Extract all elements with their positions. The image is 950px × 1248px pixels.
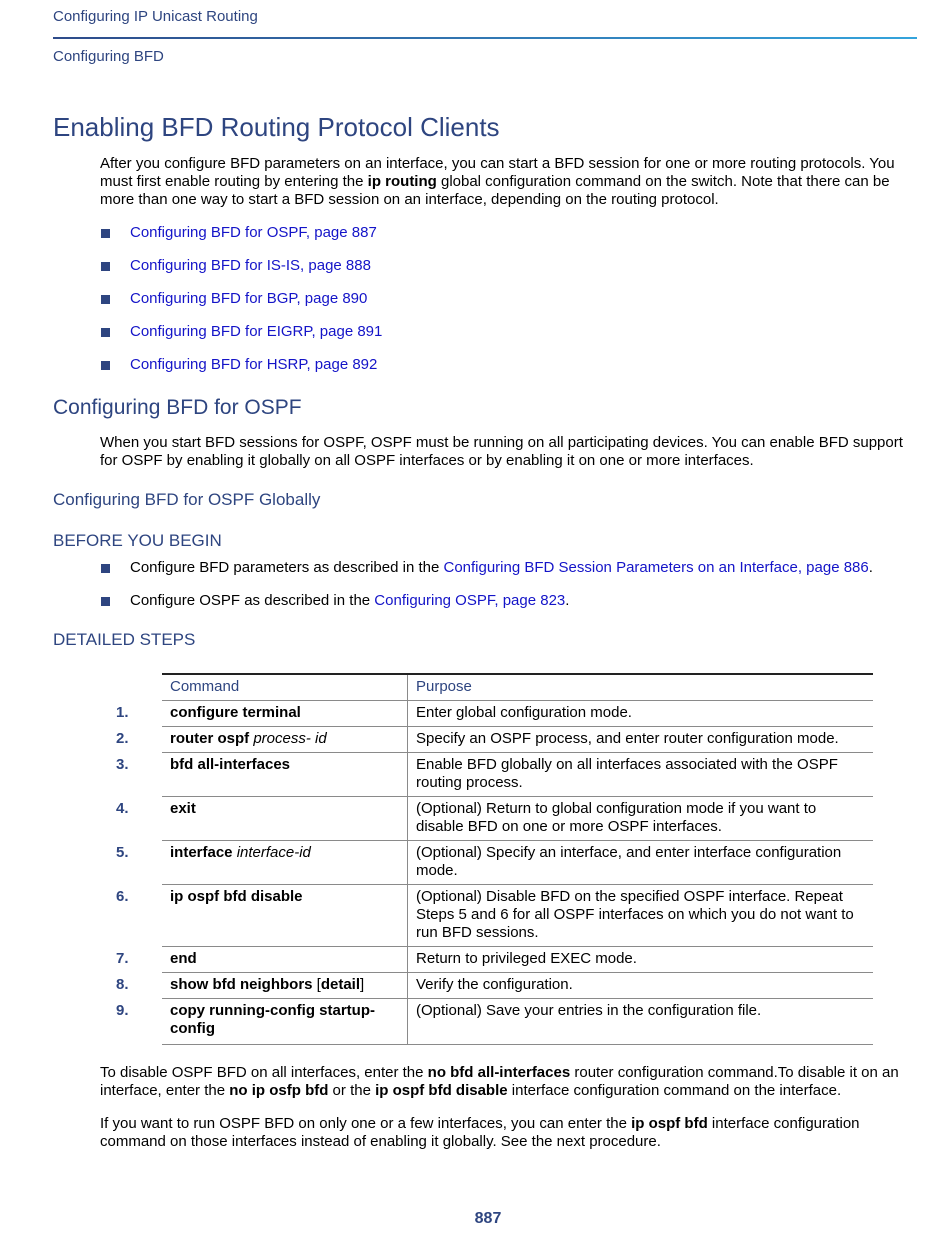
- purpose-cell: Enable BFD globally on all interfaces associated with the OSPF routing process.: [408, 753, 874, 797]
- disable-text-1: To disable OSPF BFD on all interfaces, enter the: [100, 1064, 428, 1081]
- step-number: 5.: [116, 844, 129, 861]
- purpose-cell: Enter global configuration mode.: [408, 701, 874, 727]
- purpose-cell: (Optional) Disable BFD on the specified OSPF interface. Repeat Steps 5 and 6 for all OSPF interfaces on which you do not want to run BFD sessions.: [408, 885, 874, 947]
- table-row: [162, 999, 873, 1045]
- command-cell: [116, 753, 408, 797]
- disable-text-4: interface configuration command on the interface.: [507, 1082, 842, 1099]
- link-configuring-ospf[interactable]: Configuring OSPF, page 823: [374, 592, 566, 609]
- detailed-steps-heading: DETAILED STEPS: [53, 630, 196, 649]
- purpose-cell: Specify an OSPF process, and enter router configuration mode.: [408, 727, 874, 753]
- intro-text-2: global configuration command on the switch. Note that there can be more than one way to start a BFD session on an interface, depending on the routing protocol.: [100, 173, 890, 208]
- command-keyword: copy running-config startup-config: [170, 1002, 375, 1037]
- few-interfaces-paragraph: [100, 1115, 916, 1151]
- command-option: detail: [320, 976, 361, 993]
- purpose-cell: Return to privileged EXEC mode.: [408, 947, 874, 973]
- table-row: [162, 797, 873, 841]
- table-row: [162, 727, 873, 753]
- page-number: 887: [474, 1210, 502, 1227]
- step-number: 7.: [116, 950, 129, 967]
- disable-command-2: no ip osfp bfd: [229, 1082, 329, 1099]
- link-bfd-hsrp[interactable]: Configuring BFD for HSRP, page 892: [130, 356, 378, 373]
- list-item: [100, 559, 916, 577]
- section-header: Configuring BFD: [53, 48, 164, 65]
- table-row: [162, 753, 873, 797]
- command-keyword: interface: [170, 844, 233, 861]
- command-argument: process- id: [249, 730, 327, 747]
- command-cell: [116, 727, 408, 753]
- command-keyword: ip ospf bfd disable: [170, 888, 303, 905]
- table-row: [162, 973, 873, 999]
- few-text-1: If you want to run OSPF BFD on only one or a few interfaces, you can enter the: [100, 1115, 632, 1132]
- command-cell: [116, 797, 408, 841]
- few-command: ip ospf bfd: [631, 1115, 708, 1132]
- few-text-2: interface configuration command on those interfaces instead of enabling it globally. See the next procedure.: [100, 1115, 860, 1150]
- list-item: [100, 592, 916, 610]
- command-cell: [116, 947, 408, 973]
- command-keyword: bfd all-interfaces: [170, 756, 291, 773]
- header-rule: [53, 37, 917, 39]
- column-header-command: Command: [162, 674, 408, 701]
- disable-text-3: or the: [328, 1082, 376, 1099]
- list-item: [100, 356, 916, 374]
- purpose-cell: Verify the configuration.: [408, 973, 874, 999]
- command-keyword: end: [170, 950, 197, 967]
- purpose-cell: (Optional) Specify an interface, and enter interface configuration mode.: [408, 841, 874, 885]
- step-number: 8.: [116, 976, 129, 993]
- link-bfd-session-parameters[interactable]: Configuring BFD Session Parameters on an Interface, page 886: [443, 559, 869, 576]
- disable-paragraph: [100, 1064, 916, 1100]
- chapter-header: Configuring IP Unicast Routing: [53, 8, 258, 25]
- ospf-global-heading: Configuring BFD for OSPF Globally: [53, 490, 321, 509]
- command-bracket-close: ]: [360, 976, 365, 993]
- bullet-square-icon: [101, 597, 110, 606]
- table-row: [162, 701, 873, 727]
- step-number: 1.: [116, 704, 129, 721]
- command-keyword: configure terminal: [170, 704, 301, 721]
- prereq-text: Configure OSPF as described in the: [130, 592, 375, 609]
- ospf-paragraph: When you start BFD sessions for OSPF, OSPF must be running on all participating devices. You can enable BFD support for OSPF by enabling it globally on all OSPF interfaces or by enabling it on one or more interfaces.: [100, 434, 903, 469]
- step-number: 2.: [116, 730, 129, 747]
- command-cell: [116, 841, 408, 885]
- step-number: 6.: [116, 888, 129, 905]
- bullet-square-icon: [101, 262, 110, 271]
- bullet-square-icon: [101, 229, 110, 238]
- table-row: [162, 947, 873, 973]
- command-cell: [116, 701, 408, 727]
- page-title: Enabling BFD Routing Protocol Clients: [53, 112, 500, 142]
- column-header-purpose: Purpose: [408, 674, 874, 701]
- table-header-row: [162, 674, 873, 701]
- bullet-square-icon: [101, 328, 110, 337]
- list-item: [100, 257, 916, 275]
- command-keyword: router ospf: [170, 730, 250, 747]
- intro-paragraph: [100, 155, 916, 209]
- bullet-square-icon: [101, 564, 110, 573]
- prereq-text: Configure BFD parameters as described in the: [130, 559, 444, 576]
- command-bracket-open: [: [312, 976, 321, 993]
- list-item: [100, 290, 916, 308]
- bullet-square-icon: [101, 361, 110, 370]
- intro-command: ip routing: [367, 173, 437, 190]
- bullet-square-icon: [101, 295, 110, 304]
- command-cell: [116, 999, 408, 1045]
- command-cell: [116, 973, 408, 999]
- step-number: 3.: [116, 756, 129, 773]
- command-cell: [116, 885, 408, 947]
- link-bfd-isis[interactable]: Configuring BFD for IS-IS, page 888: [130, 257, 371, 274]
- table-row: [162, 885, 873, 947]
- list-item: [100, 224, 916, 242]
- prereq-period: .: [868, 559, 873, 576]
- ospf-heading: Configuring BFD for OSPF: [53, 396, 302, 419]
- intro-text-1: After you configure BFD parameters on an interface, you can start a BFD session for one or more routing protocols. You must first enable routing by entering the: [100, 155, 895, 190]
- before-you-begin-heading: BEFORE YOU BEGIN: [53, 531, 222, 550]
- step-number: 9.: [116, 1002, 129, 1019]
- link-bfd-ospf[interactable]: Configuring BFD for OSPF, page 887: [130, 224, 377, 241]
- list-item: [100, 323, 916, 341]
- prereq-period: .: [565, 592, 570, 609]
- command-argument: interface-id: [232, 844, 311, 861]
- purpose-cell: (Optional) Save your entries in the configuration file.: [408, 999, 874, 1045]
- disable-command-3: ip ospf bfd disable: [375, 1082, 508, 1099]
- disable-command-1: no bfd all-interfaces: [427, 1064, 571, 1081]
- disable-text-2: router configuration command.To disable it on an interface, enter the: [100, 1064, 899, 1099]
- purpose-cell: (Optional) Return to global configuration mode if you want to disable BFD on one or more OSPF interfaces.: [408, 797, 874, 841]
- link-bfd-bgp[interactable]: Configuring BFD for BGP, page 890: [130, 290, 368, 307]
- step-number: 4.: [116, 800, 129, 817]
- link-bfd-eigrp[interactable]: Configuring BFD for EIGRP, page 891: [130, 323, 383, 340]
- command-keyword: show bfd neighbors: [170, 976, 313, 993]
- command-keyword: exit: [170, 800, 196, 817]
- steps-table: [116, 673, 873, 1045]
- table-row: [162, 841, 873, 885]
